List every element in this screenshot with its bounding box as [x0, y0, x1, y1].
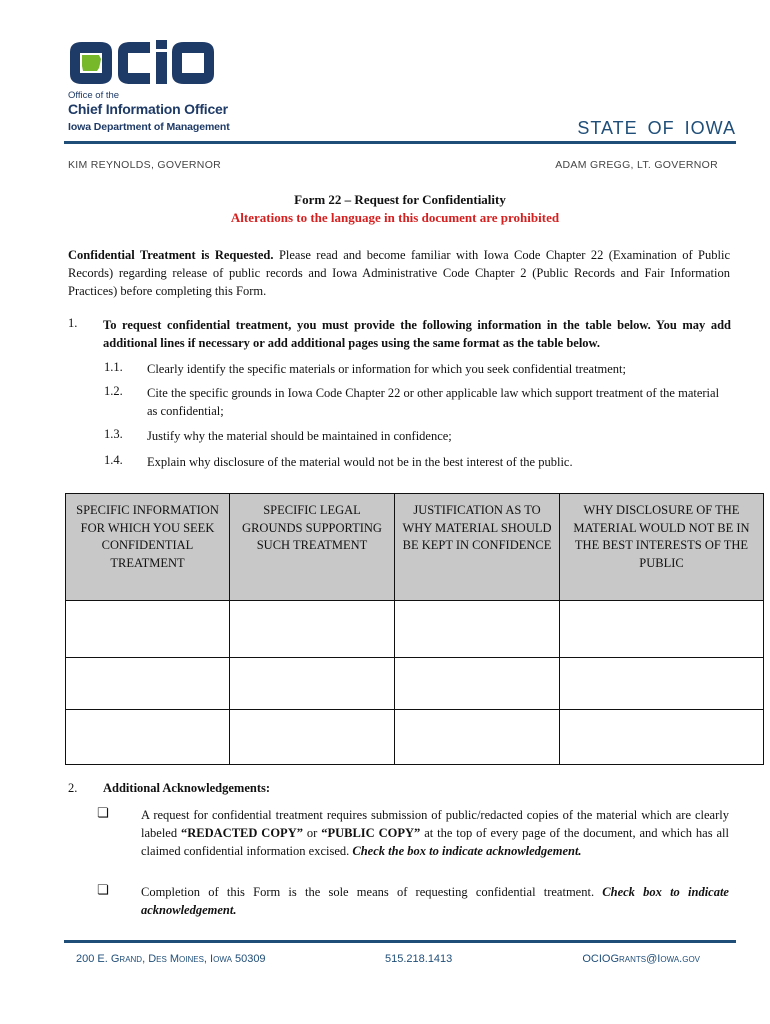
- table-cell[interactable]: [230, 658, 395, 710]
- ack-redacted-copy-text: [141, 806, 729, 860]
- confidentiality-table: [65, 493, 764, 765]
- footer-email[interactable]: OCIOGrants@Iowa.gov: [582, 953, 700, 965]
- state-of-iowa-heading: STATE OF IOWA: [577, 118, 736, 138]
- subitem-number: 1.3.: [104, 427, 123, 441]
- subitem-text: Clearly identify the specific materials or information for which you seek confidential treatment;: [147, 362, 627, 376]
- ack-text: at the top of every page of the document, and which has all claimed confidential information excised.: [141, 826, 729, 858]
- subitem-number: 1.1.: [104, 360, 123, 374]
- footer-address: 200 E. Grand, Des Moines, Iowa 50309: [76, 953, 266, 965]
- logo-cio-title: Chief Information Officer: [68, 101, 228, 117]
- form-title: Form 22 – Request for Confidentiality: [294, 192, 506, 207]
- table-cell[interactable]: [395, 658, 560, 710]
- table-cell[interactable]: [395, 601, 560, 658]
- item-2-number: 2.: [68, 781, 78, 795]
- subitem-text: Cite the specific grounds in Iowa Code Chapter 22 or other applicable law which support treatment of the material as confidential;: [147, 386, 720, 418]
- col-header-legal-grounds: SPECIFIC LEGAL GROUNDS SUPPORTING SUCH TREATMENT: [230, 494, 395, 601]
- ocio-logo: [66, 36, 226, 92]
- table-row: [66, 658, 764, 710]
- ack-text: A request for confidential treatment requires submission of public/redacted copies of the material which are clearly labeled: [141, 808, 729, 840]
- table-cell[interactable]: [66, 710, 230, 765]
- table-header-row: [66, 494, 764, 601]
- table-cell[interactable]: [230, 601, 395, 658]
- header-rule: [64, 141, 736, 144]
- table-cell[interactable]: [560, 710, 764, 765]
- footer-phone: 515.218.1413: [385, 953, 453, 965]
- ack-label-public: “PUBLIC COPY”: [321, 826, 421, 840]
- table-row: [66, 601, 764, 658]
- governor-name: KIM REYNOLDS, GOVERNOR: [68, 159, 222, 171]
- table-cell[interactable]: [395, 710, 560, 765]
- ack-instruction: Check box to indicate acknowledgement.: [141, 885, 729, 917]
- logo-office-of-the: Office of the: [68, 90, 120, 101]
- ack-instruction: Check the box to indicate acknowledgement.: [352, 844, 582, 858]
- ack-sole-means-text: [141, 883, 729, 919]
- item-2-title: Additional Acknowledgements:: [103, 781, 271, 795]
- item-1-number: 1.: [68, 316, 78, 330]
- form-warning: Alterations to the language in this document are prohibited: [230, 210, 560, 225]
- col-header-justification: JUSTIFICATION AS TO WHY MATERIAL SHOULD BE KEPT IN CONFIDENCE: [395, 494, 560, 601]
- subitem-number: 1.4.: [104, 453, 123, 467]
- table-cell[interactable]: [560, 658, 764, 710]
- lt-governor-name: ADAM GREGG, LT. GOVERNOR: [555, 159, 718, 171]
- col-header-specific-information: SPECIFIC INFORMATION FOR WHICH YOU SEEK CONFIDENTIAL TREATMENT: [66, 494, 230, 601]
- intro-lead: Confidential Treatment is Requested.: [68, 248, 274, 262]
- checkbox-sole-means[interactable]: ❏: [97, 883, 109, 898]
- subitem-number: 1.2.: [104, 384, 123, 398]
- subitem-text: Justify why the material should be maintained in confidence;: [147, 429, 452, 443]
- table-cell[interactable]: [230, 710, 395, 765]
- logo-department: Iowa Department of Management: [68, 121, 230, 133]
- intro-paragraph: [68, 246, 730, 300]
- ack-text: or: [302, 826, 322, 840]
- subitem-text: Explain why disclosure of the material would not be in the best interest of the public.: [147, 455, 573, 469]
- checkbox-redacted-copy[interactable]: ❏: [97, 806, 109, 821]
- footer-rule: [64, 940, 736, 943]
- item-1-text: To request confidential treatment, you must provide the following information in the table below. You may add additional lines if necessary or add additional pages using the same format as the table below.: [103, 318, 731, 350]
- table-cell[interactable]: [66, 601, 230, 658]
- ack-label-redacted: “REDACTED COPY”: [181, 826, 303, 840]
- ack-text: Completion of this Form is the sole means of requesting confidential treatment.: [141, 885, 603, 899]
- intro-body: Please read and become familiar with Iowa Code Chapter 22 (Examination of Public Records) regarding release of public records and Iowa Administrative Code Chapter 2 (Public Records and Fair Information Practices) before completing this Form.: [68, 248, 731, 298]
- col-header-public-interest: WHY DISCLOSURE OF THE MATERIAL WOULD NOT BE IN THE BEST INTERESTS OF THE PUBLIC: [560, 494, 764, 601]
- table-cell[interactable]: [66, 658, 230, 710]
- table-cell[interactable]: [560, 601, 764, 658]
- table-row: [66, 710, 764, 765]
